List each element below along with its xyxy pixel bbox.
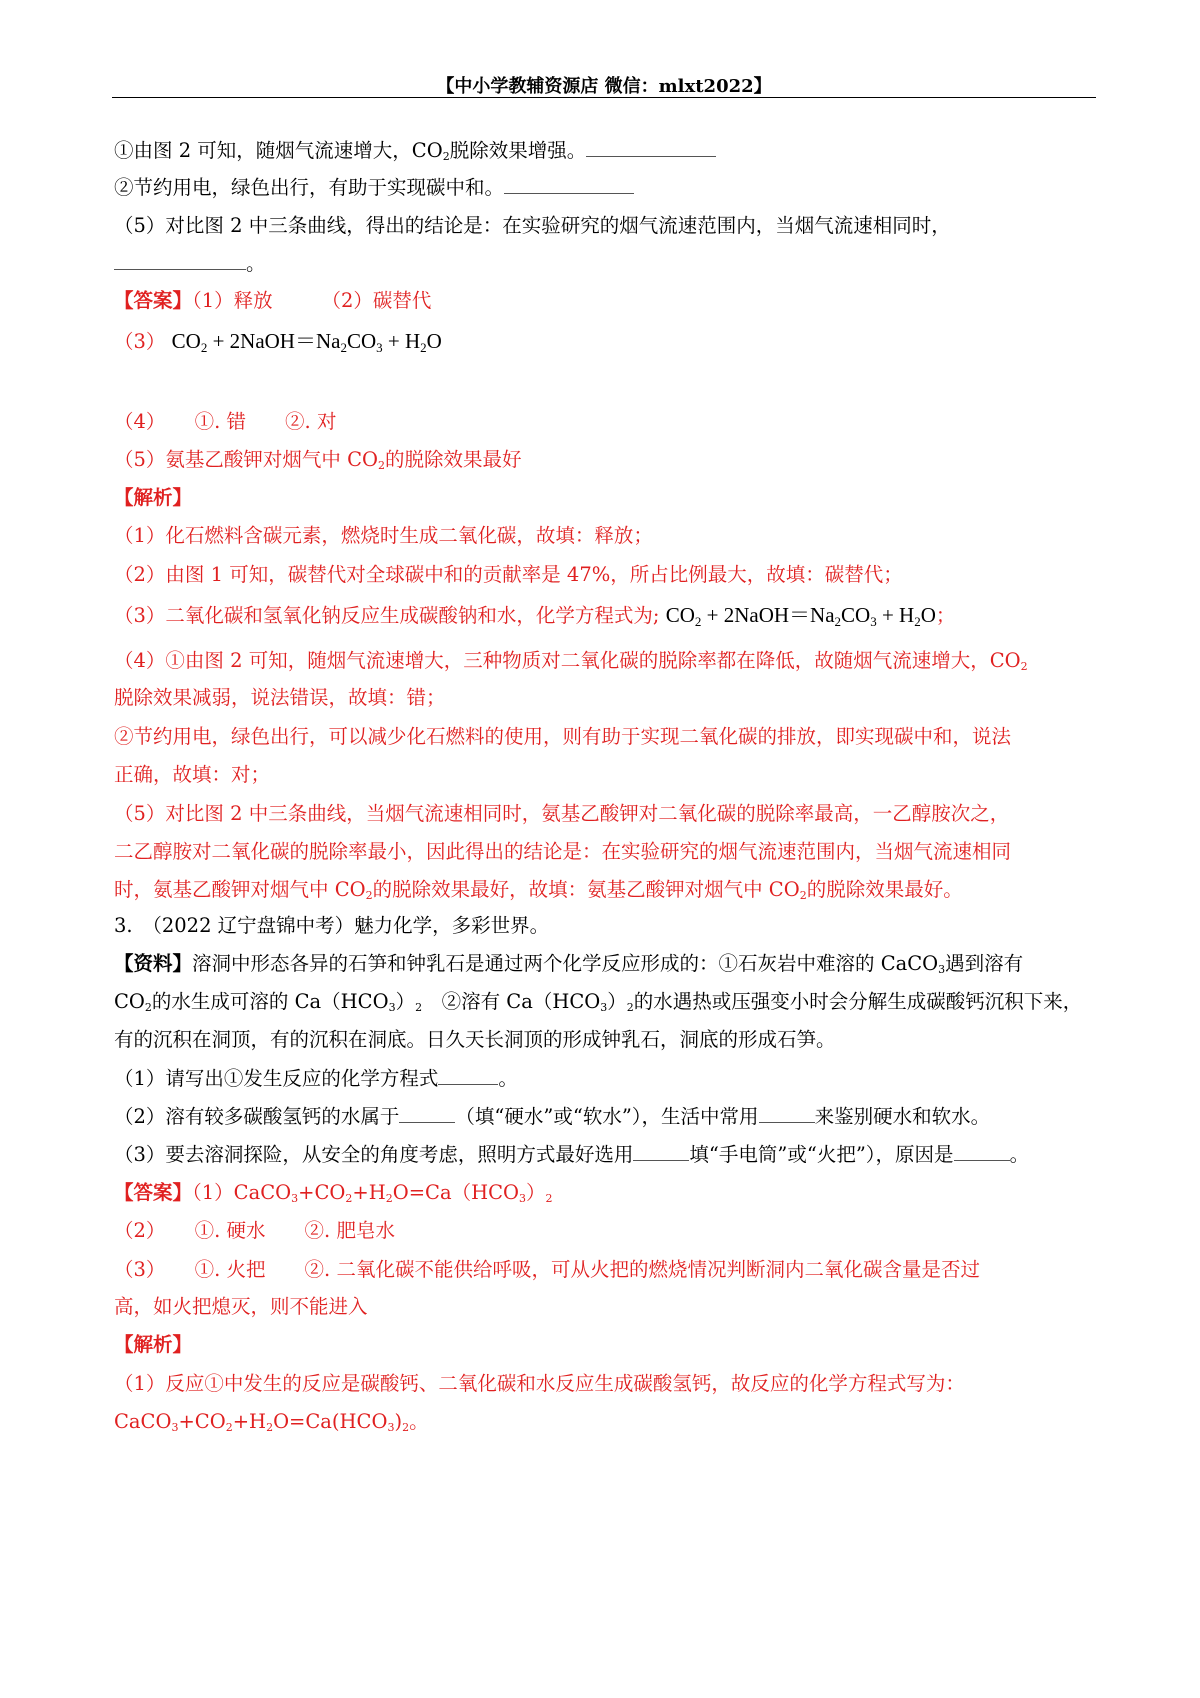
q5-question: （5）对比图 2 中三条曲线，得出的结论是：在实验研究的烟气流速范围内，当烟气流速相同时，: [114, 214, 951, 237]
q3-info-line: 【资料】溶洞中形态各异的石笋和钟乳石是通过两个化学反应形成的：①石灰岩中难溶的 CaCO$_3$遇到溶有: [114, 952, 1024, 976]
q4-statement-2: ②节约用电，绿色出行，有助于实现碳中和。: [114, 175, 1094, 201]
answer-block-2-line5: （5）氨基乙酸钾对烟气中 $CO_2$的脱除效果最好: [114, 448, 522, 472]
explanation-line: 时，氨基乙酸钾对烟气中 $CO_2$的脱除效果最好，故填：氨基乙酸钾对烟气中 $CO_2$的脱除效果最好。: [114, 878, 963, 902]
chemical-equation: $CO_2$ + $2NaOH=Na_2CO_3 + H_2O$: [171, 329, 442, 355]
explanation-line: $CaCO_3+CO_2+H_2O=Ca(HCO_3)_2$。: [114, 1410, 429, 1434]
q3-part-1: （1）请写出①发生反应的化学方程式 。: [114, 1067, 518, 1090]
answer-blank[interactable]: [114, 251, 246, 270]
explanation-line: （5）对比图 2 中三条曲线，当烟气流速相同时，氨基乙酸钾对二氧化碳的脱除率最高，一乙醇胺次之，: [114, 802, 1010, 825]
answer-block-2-line4: （4） ①. 错 ②. 对: [114, 410, 337, 433]
answer-blank[interactable]: [586, 138, 716, 157]
q3-info-line: $CO_2$的水生成可溶的 $Ca(HCO_3)_2$ ②溶有 $Ca(HCO_3)_2$的水遇热或压强变小时会分解生成碳酸钙沉积下来，: [114, 990, 1083, 1014]
explanation-line: （3）二氧化碳和氢氧化钠反应生成碳酸钠和水，化学方程式为; $CO_2$ + $2NaOH=Na_2CO_3 + H_2O$；: [114, 603, 956, 629]
explanation-line: （2）由图 1 可知，碳替代对全球碳中和的贡献率是 47%，所占比例最大，故填：碳替代；: [114, 563, 903, 586]
answer-blank[interactable]: [759, 1104, 815, 1123]
explanation-line: （4）①由图 2 可知，随烟气流速增大，三种物质对二氧化碳的脱除率都在降低，故随烟气流速增大，$CO_2$: [114, 649, 1028, 673]
answer-block-3-line3: （3） ①. 火把 ②. 二氧化碳不能供给呼吸，可从火把的燃烧情况判断洞内二氧化碳含量是否过: [114, 1258, 980, 1281]
explanation-line: 二乙醇胺对二氧化碳的脱除率最小，因此得出的结论是：在实验研究的烟气流速范围内，当烟气流速相同: [114, 840, 1012, 863]
explanation-line: 正确，故填：对；: [114, 763, 271, 786]
question-3-title: 3. （2022 辽宁盘锦中考）魅力化学，多彩世界。: [114, 914, 550, 937]
explanation-label: 【解析】: [114, 486, 193, 509]
answer-blank[interactable]: [438, 1066, 498, 1085]
answer-blank[interactable]: [399, 1104, 455, 1123]
answer-block-3-line3b: 高，如火把熄灭，则不能进入: [114, 1295, 368, 1318]
answer-block-2-line3: （3） $CO_2$ + $2NaOH=Na_2CO_3 + H_2O$: [114, 329, 442, 355]
explanation-line: （1）化石燃料含碳元素，燃烧时生成二氧化碳，故填：释放；: [114, 524, 653, 547]
explanation-label: 【解析】: [114, 1333, 193, 1356]
answer-blank[interactable]: [504, 175, 634, 194]
q5-answer-line: 。: [114, 251, 1094, 277]
answer-block-3-line2: （2） ①. 硬水 ②. 肥皂水: [114, 1219, 395, 1242]
explanation-line: （1）反应①中发生的反应是碳酸钙、二氧化碳和水反应生成碳酸氢钙，故反应的化学方程式写为：: [114, 1372, 965, 1395]
answer-blank[interactable]: [633, 1142, 689, 1161]
explanation-line: ②节约用电，绿色出行，可以减少化石燃料的使用，则有助于实现二氧化碳的排放，即实现碳中和，说法: [114, 725, 1012, 748]
answer-block-3-line1: 【答案】$(1)CaCO_3+CO_2+H_2O=Ca(HCO_3)_2$: [114, 1181, 553, 1205]
page-header: 【中小学教辅资源店 微信：mlxt2022】: [436, 76, 772, 97]
answer-blank[interactable]: [954, 1142, 1010, 1161]
q3-part-3: （3）要去溶洞探险，从安全的角度考虑，照明方式最好选用 填“手电筒”或“火把”），原因是 。: [114, 1143, 1030, 1166]
explanation-line: 脱除效果减弱，说法错误，故填：错；: [114, 686, 446, 709]
chemical-equation: $CO_2$ + $2NaOH=Na_2CO_3 + H_2O$: [665, 603, 936, 629]
q4-statement-1: ①由图 2 可知，随烟气流速增大，$CO_2$脱除效果增强。: [114, 138, 1094, 170]
header-rule: [112, 97, 1096, 98]
q3-info-line: 有的沉积在洞顶，有的沉积在洞底。日久天长洞顶的形成钟乳石，洞底的形成石笋。: [114, 1028, 836, 1051]
q3-part-2: （2）溶有较多碳酸氢钙的水属于 （填“硬水”或“软水”），生活中常用 来鉴别硬水和软水。: [114, 1105, 991, 1128]
answer-block-2-line1: 【答案】（1）释放 （2）碳替代: [114, 289, 432, 312]
